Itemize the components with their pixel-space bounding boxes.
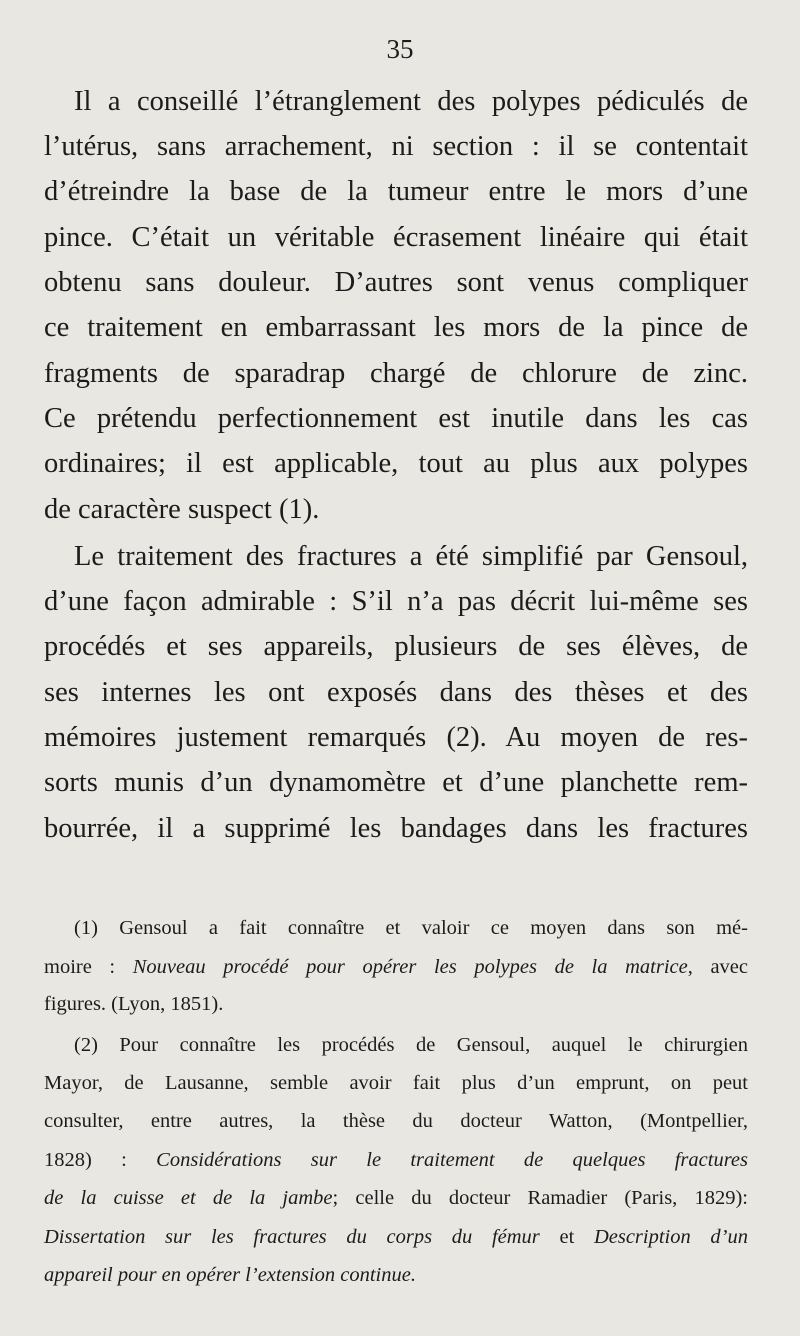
text-line: d’étreindre la base de la tumeur entre le mors d’une — [44, 176, 748, 207]
footnote-line: (1) Gensoul a fait connaître et valoir ce moyen dans son mé- — [74, 917, 748, 939]
footnote-line: appareil pour en opérer l’extension continue. — [44, 1264, 416, 1286]
text-line: obtenu sans douleur. D’autres sont venus compliquer — [44, 267, 748, 298]
footnote-line: 1828) : Considérations sur le traitement de quelques fractures — [44, 1149, 748, 1171]
text-line: ses internes les ont exposés dans des thèses et des — [44, 677, 748, 708]
text-line: sorts munis d’un dynamomètre et d’une planchette rem- — [44, 767, 748, 798]
footnote-line: Dissertation sur les fractures du corps du fémur et Description d’un — [44, 1226, 749, 1248]
text-line: ordinaires; il est applicable, tout au plus aux polypes — [44, 448, 748, 479]
text-line: l’utérus, sans arrachement, ni section : il se contentait — [44, 131, 748, 162]
text-line: procédés et ses appareils, plusieurs de ses élèves, de — [44, 631, 748, 662]
text-line: Ce prétendu perfectionnement est inutile dans les cas — [44, 403, 748, 434]
footnote-line: moire : Nouveau procédé pour opérer les polypes de la matrice, avec — [44, 956, 749, 978]
text-line: ce traitement en embarrassant les mors de la pince de — [44, 312, 748, 343]
text-line: Le traitement des fractures a été simplifié par Gensoul, — [74, 541, 748, 572]
footnote-line: consulter, entre autres, la thèse du docteur Watton, (Montpellier, — [44, 1110, 748, 1132]
text-line: Il a conseillé l’étranglement des polypes pédiculés de — [74, 86, 748, 117]
footnote-line: Mayor, de Lausanne, semble avoir fait plus d’un emprunt, on peut — [44, 1072, 748, 1094]
text-line: bourrée, il a supprimé les bandages dans les fractures — [44, 813, 748, 844]
text-line: pince. C’était un véritable écrasement linéaire qui était — [44, 222, 748, 253]
footnote-line: figures. (Lyon, 1851). — [44, 993, 224, 1015]
text-line: d’une façon admirable : S’il n’a pas décrit lui-même ses — [44, 586, 748, 617]
footnote-line: (2) Pour connaître les procédés de Gensoul, auquel le chirurgien — [74, 1034, 748, 1056]
text-line: mémoires justement remarqués (2). Au moyen de res- — [44, 722, 748, 753]
text-line: fragments de sparadrap chargé de chlorure de zinc. — [44, 358, 748, 389]
page-number: 35 — [386, 34, 414, 64]
footnote-line: de la cuisse et de la jambe; celle du docteur Ramadier (Paris, 1829): — [44, 1187, 748, 1209]
text-line: de caractère suspect (1). — [44, 494, 320, 525]
